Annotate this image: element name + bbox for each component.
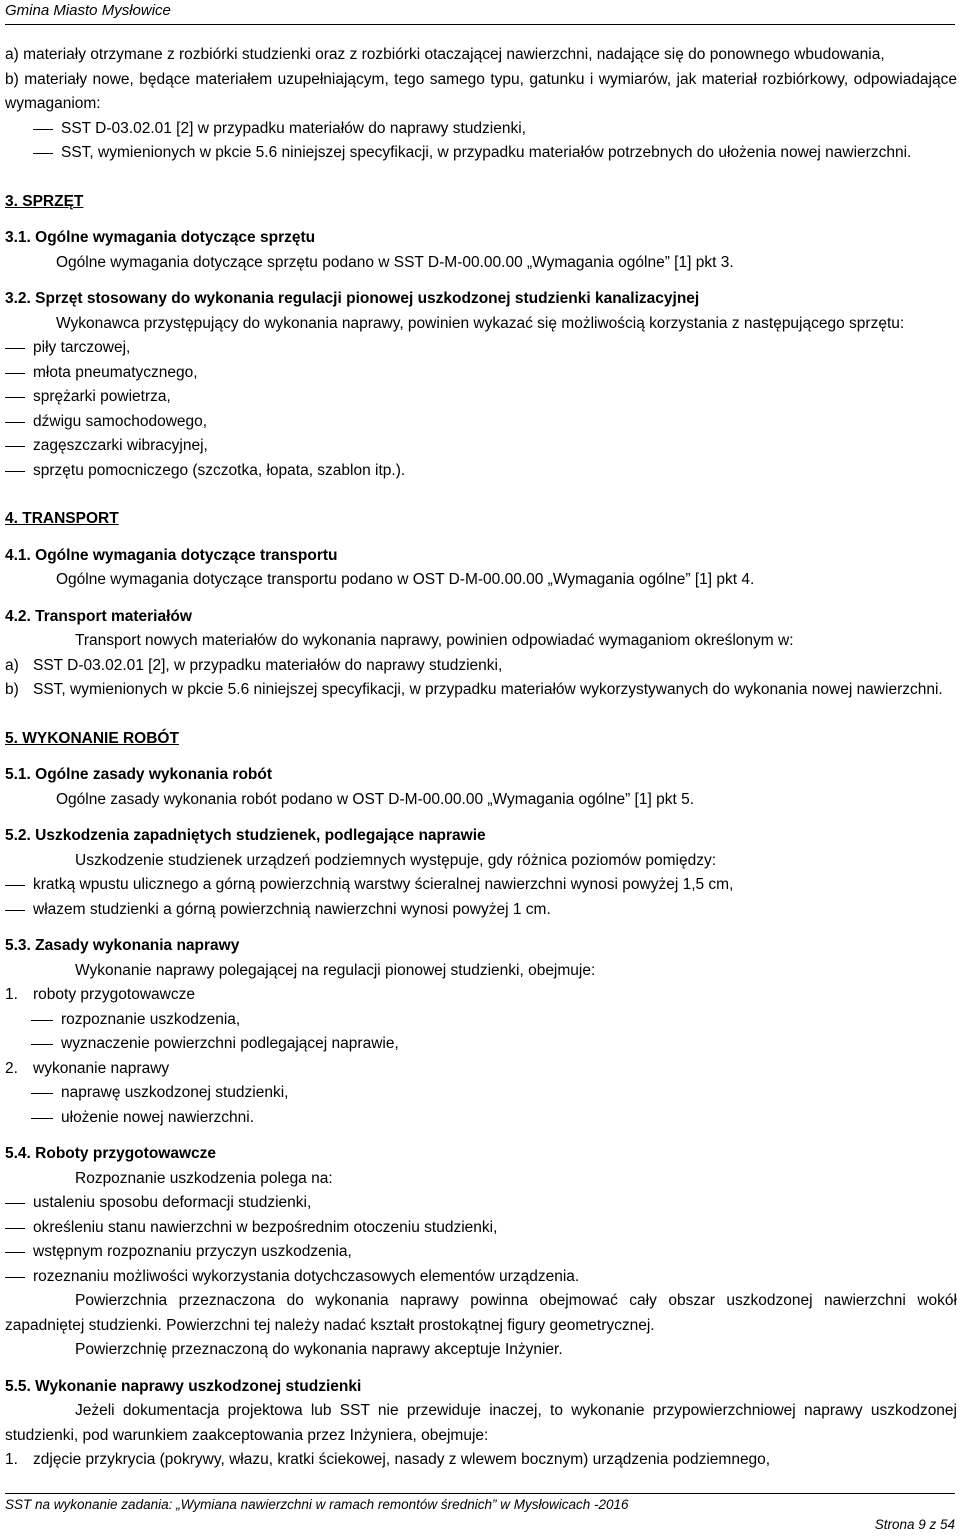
section-5-4-para: Powierzchnia przeznaczona do wykonania naprawy powinna obejmować cały obszar uszkodzonej nawierzchni wokół zapadniętej studzienki. Powierzchni tej należy nadać kształt prostokątnej figury geometrycznej.	[5, 1292, 957, 1334]
section-3-2-text: Wykonawca przystępujący do wykonania naprawy, powinien wykazać się możliwością korzystania z następującego sprzętu:	[56, 314, 905, 332]
section-5-2-title: 5.2. Uszkodzenia zapadniętych studzienek, podlegające naprawie	[5, 827, 486, 844]
section-3-title: 3. SPRZĘT	[5, 192, 84, 210]
section-5-5-title: 5.5. Wykonanie naprawy uszkodzonej studzienki	[5, 1377, 362, 1395]
section-4-1-text: Ogólne wymagania dotyczące transportu podano w OST D-M-00.00.00 „Wymagania ogólne” [1] pkt 4.	[56, 571, 755, 588]
section-5-3-title: 5.3. Zasady wykonania naprawy	[5, 937, 240, 954]
section-4-title: 4. TRANSPORT	[5, 510, 119, 527]
page-number: Strona 9 z 54	[874, 1517, 955, 1532]
footer-title: SST na wykonanie zadania: „Wymiana nawierzchni w ramach remontów średnich” w Mysłowicach -2016	[5, 1497, 629, 1512]
sub-dash-item: rozpoznanie uszkodzenia,	[5, 1008, 957, 1033]
equipment-item: piły tarczowej,	[5, 336, 957, 361]
item-text: zdjęcie przykrycia (pokrywy, włazu, kratki ściekowej, nasady z wlewem bocznym) urządzenia podziemnego,	[33, 1451, 771, 1468]
prep-item: określeniu stanu nawierzchni w bezpośrednim otoczeniu studzienki,	[5, 1216, 957, 1241]
section-5-4-text: Rozpoznanie uszkodzenia polega na:	[75, 1169, 333, 1187]
damage-item: kratką wpustu ulicznego a górną powierzchnią warstwy ścieralnej nawierzchni wynosi powyżej 1,5 cm,	[5, 873, 957, 898]
section-5-3-text: Wykonanie naprawy polegającej na regulacji pionowej studzienki, obejmuje:	[75, 961, 596, 979]
dash-item: SST, wymienionych w pkcie 5.6 niniejszej specyfikacji, w przypadku materiałów potrzebnych do ułożenia nowej nawierzchni.	[5, 141, 957, 166]
numbered-item	[5, 983, 957, 1008]
section-3-1-title: 3.1. Ogólne wymagania dotyczące sprzętu	[5, 229, 316, 246]
section-5-title: 5. WYKONANIE ROBÓT	[5, 729, 179, 747]
item-text: wykonanie naprawy	[33, 1059, 170, 1077]
damage-item: włazem studzienki a górną powierzchnią nawierzchni wynosi powyżej 1 cm.	[5, 898, 957, 923]
section-5-1-title: 5.1. Ogólne zasady wykonania robót	[5, 766, 273, 783]
item-text: SST, wymienionych w pkcie 5.6 niniejszej specyfikacji, w przypadku materiałów wykorzystywanych do wykonania nowej nawierzchni.	[33, 681, 943, 698]
section-5-4-para: Powierzchnię przeznaczoną do wykonania naprawy akceptuje Inżynier.	[75, 1341, 563, 1358]
section-5-1-text: Ogólne zasady wykonania robót podano w OST D-M-00.00.00 „Wymagania ogólne” [1] pkt 5.	[56, 790, 695, 808]
equipment-item: sprzętu pomocniczego (szczotka, łopata, szablon itp.).	[5, 459, 957, 484]
sub-dash-item: ułożenie nowej nawierzchni.	[5, 1106, 957, 1131]
item-label: b)	[5, 681, 19, 698]
list-item-b: b) materiały nowe, będące materiałem uzupełniającym, tego samego typu, gatunku i wymiarów, jak materiał rozbiórkowy, odpowiadające wymaganiom:	[5, 70, 957, 112]
section-4-2-text: Transport nowych materiałów do wykonania naprawy, powinien odpowiadać wymaganiom określonym w:	[75, 632, 794, 649]
equipment-item: sprężarki powietrza,	[5, 385, 957, 410]
item-label: a)	[5, 656, 19, 674]
equipment-item: zagęszczarki wibracyjnej,	[5, 434, 957, 459]
item-label: 1.	[5, 1451, 18, 1468]
numbered-item	[5, 1057, 957, 1082]
numbered-item	[5, 1448, 957, 1473]
equipment-item: młota pneumatycznego,	[5, 361, 957, 386]
item-text: roboty przygotowawcze	[33, 986, 195, 1003]
section-4-2-title: 4.2. Transport materiałów	[5, 607, 192, 625]
page-footer	[5, 1493, 955, 1532]
prep-item: ustaleniu sposobu deformacji studzienki,	[5, 1191, 957, 1216]
item-text: SST D-03.02.01 [2], w przypadku materiałów do naprawy studzienki,	[33, 656, 503, 674]
section-3-2-title: 3.2. Sprzęt stosowany do wykonania regulacji pionowej uszkodzonej studzienki kanalizacyjnej	[5, 290, 700, 307]
document-body	[5, 43, 957, 1473]
equipment-item: dźwigu samochodowego,	[5, 410, 957, 435]
transport-item-b	[5, 678, 957, 703]
list-item-a: a) materiały otrzymane z rozbiórki studzienki oraz z rozbiórki otaczającej nawierzchni, nadające się do ponownego wbudowania,	[5, 46, 885, 63]
prep-item: wstępnym rozpoznaniu przyczyn uszkodzenia,	[5, 1240, 957, 1265]
sub-dash-item: wyznaczenie powierzchni podlegającej naprawie,	[5, 1032, 957, 1057]
section-5-2-text: Uszkodzenie studzienek urządzeń podziemnych występuje, gdy różnica poziomów pomiędzy:	[75, 851, 716, 869]
section-3-1-text: Ogólne wymagania dotyczące sprzętu podano w SST D-M-00.00.00 „Wymagania ogólne” [1] pkt 3.	[56, 253, 734, 271]
item-label: 2.	[5, 1059, 18, 1077]
section-5-5-text: Jeżeli dokumentacja projektowa lub SST nie przewiduje inaczej, to wykonanie przypowierzchniowej naprawy uszkodzonej studzienki, pod warunkiem zaakceptowania przez Inżyniera, obejmuje:	[5, 1402, 957, 1444]
prep-item: rozeznaniu możliwości wykorzystania dotychczasowych elementów urządzenia.	[5, 1265, 957, 1290]
page-header	[5, 0, 955, 25]
sub-dash-item: naprawę uszkodzonej studzienki,	[5, 1081, 957, 1106]
section-5-4-title: 5.4. Roboty przygotowawcze	[5, 1145, 217, 1162]
transport-item-a	[5, 654, 957, 679]
item-label: 1.	[5, 986, 18, 1003]
header-title: Gmina Miasto Mysłowice	[5, 2, 171, 19]
dash-item: SST D-03.02.01 [2] w przypadku materiałów do naprawy studzienki,	[5, 117, 957, 142]
section-4-1-title: 4.1. Ogólne wymagania dotyczące transportu	[5, 546, 338, 564]
